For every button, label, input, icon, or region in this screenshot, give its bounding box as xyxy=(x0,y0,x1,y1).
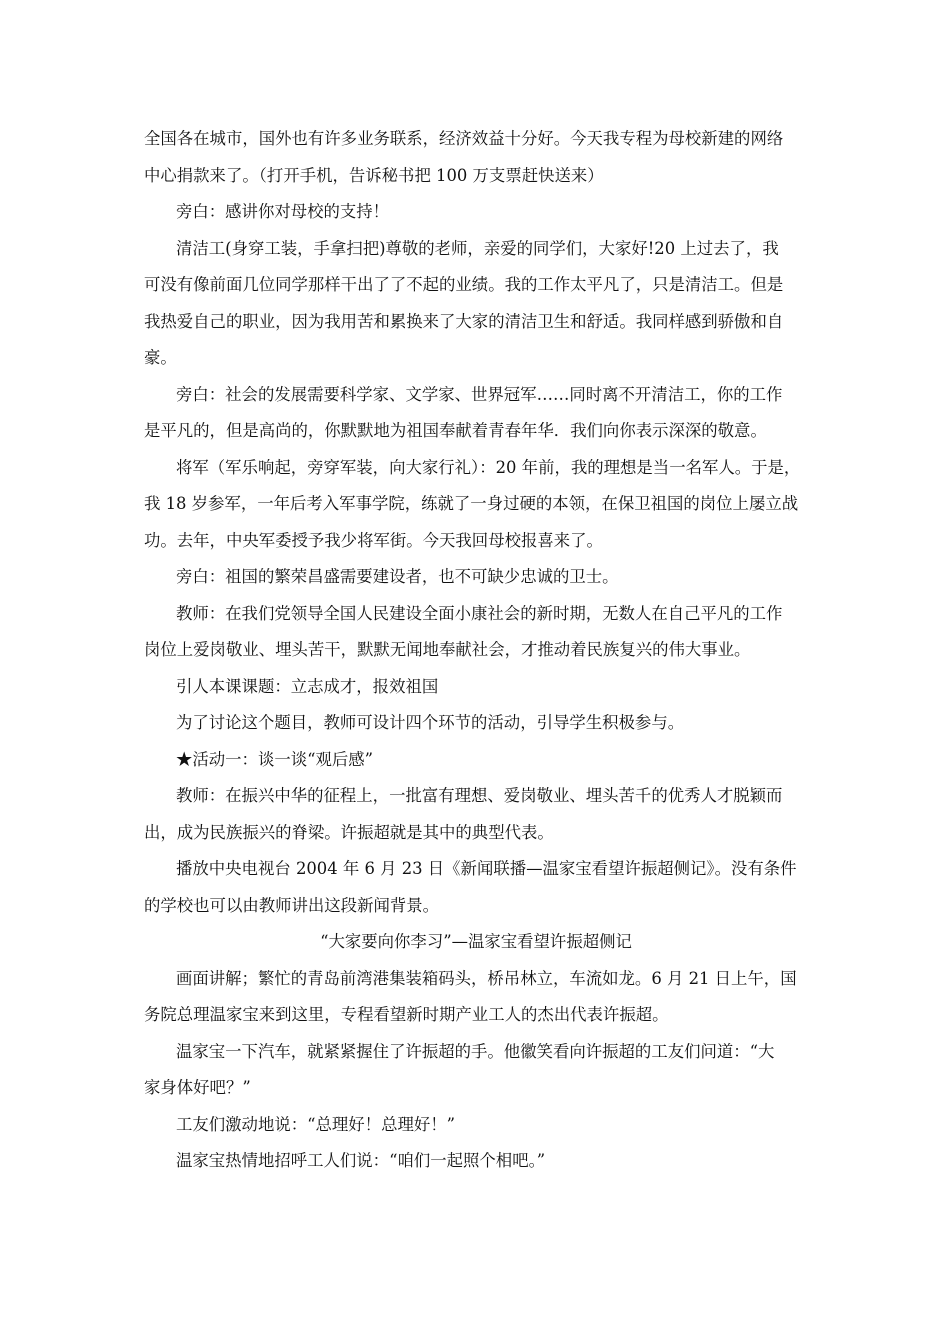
text-line: 教师：在我们党领导全国人民建设全面小康社会的新时期，无数人在自己平凡的工作 xyxy=(176,603,783,623)
text-line: 务院总理温家宝来到这里，专程看望新时期产业工人的杰出代表许振超。 xyxy=(144,1005,669,1024)
text-line: 引人本课课题：立志成才，报效祖国 xyxy=(176,676,439,696)
text-line: 工友们激动地说：“总理好！总理好！” xyxy=(176,1114,456,1134)
document-page xyxy=(144,121,808,1180)
text-line: 旁白：社会的发展需要科学家、文学家、世界冠军……同时离不开清洁工，你的工作 xyxy=(176,384,783,404)
text-line: 将军（军乐响起，旁穿军装，向大家行礼）：20 年前，我的理想是当一名军人。于是， xyxy=(176,457,801,477)
text-line: 教师：在振兴中华的征程上，一批富有理想、爱岗敬业、埋头苦千的优秀人才脱颖而 xyxy=(176,786,783,805)
text-line: 温家宝热情地招呼工人们说：“咱们一起照个相吧。” xyxy=(176,1151,546,1170)
text-line: 岗位上爱岗敬业、埋头苦干，默默无闻地奉献社会，才推动着民族复兴的伟大事业。 xyxy=(144,640,751,659)
text-line: 我热爱自己的职业，因为我用苦和累换来了大家的清洁卫生和舒适。我同样感到骄傲和自 xyxy=(144,311,784,331)
text-line: 是平凡的，但是高尚的，你默默地为祖国奉献着青春年华．我们向你表示深深的敬意。 xyxy=(144,421,767,440)
text-line: 为了讨论这个题目，教师可设计四个环节的活动，引导学生积极参与。 xyxy=(176,713,685,732)
text-line: 画面讲解；繁忙的青岛前湾港集装箱码头，桥吊林立，车流如龙。6 月 21 日上午，国 xyxy=(176,968,797,988)
text-line: 功。去年，中央军委授予我少将军街。今天我回母校报喜来了。 xyxy=(144,530,603,550)
text-line: 家身体好吧？” xyxy=(144,1078,251,1097)
text-line: 中心捐款来了。（打开手机，告诉秘书把 100 万支票赶快送来） xyxy=(144,165,604,185)
text-line: 全国各在城市，国外也有许多业务联系，经济效益十分好。今天我专程为母校新建的网络 xyxy=(144,129,784,148)
text-line: 可没有像前面几位同学那样干出了了不起的业绩。我的工作太平凡了，只是清洁工。但是 xyxy=(144,275,784,294)
text-line: 旁白：感讲你对母校的支持！ xyxy=(176,202,390,221)
text-line: 豪。 xyxy=(144,348,177,367)
text-line: 出，成为民族振兴的脊梁。许振超就是其中的典型代表。 xyxy=(144,822,554,842)
text-line: 温家宝一下汽车，就紧紧握住了许振超的手。他徽笑看向许振超的工友们问道：“大 xyxy=(176,1041,775,1061)
text-line: 播放中央电视台 2004 年 6 月 23 日《新闻联播—温家宝看望许振超侧记》。没有条件 xyxy=(176,859,797,878)
section-heading: “大家要向你李习”—温家宝看望许振超侧记 xyxy=(320,932,632,951)
text-line: 我 18 岁参军，一年后考入军事学院，练就了一身过硬的本领，在保卫祖国的岗位上屡立战 xyxy=(144,494,799,513)
text-line: 的学校也可以由教师讲出这段新闻背景。 xyxy=(144,895,440,915)
text-line: ★活动一：谈一谈“观后感” xyxy=(176,749,374,769)
text-line: 清洁工(身穿工装，手拿扫把)尊敬的老师，亲爱的同学们，大家好!20 上过去了，我 xyxy=(176,238,779,258)
text-line: 旁白：祖国的繁荣昌盛需要建设者，也不可缺少忠诚的卫士。 xyxy=(176,567,619,586)
